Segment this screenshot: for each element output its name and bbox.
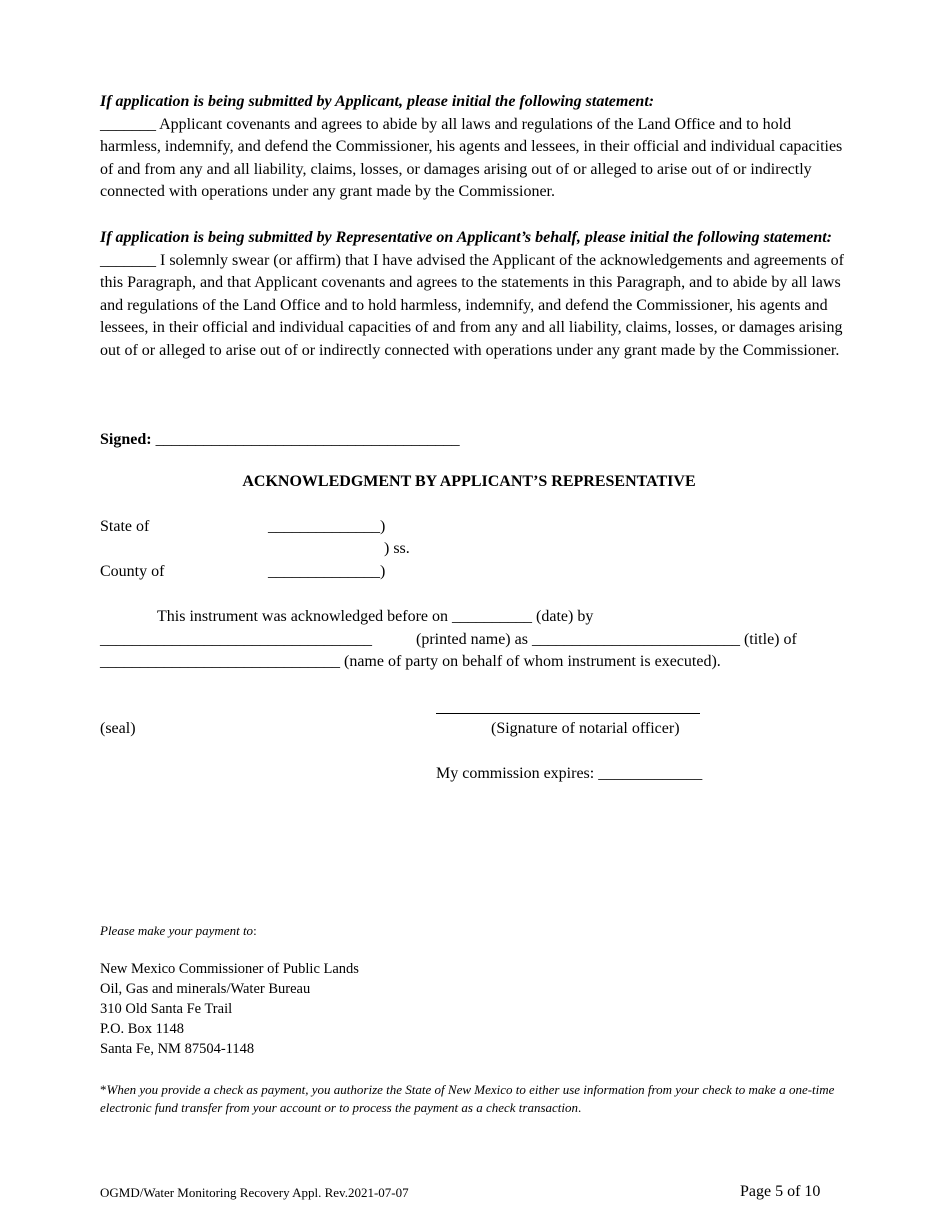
applicant-statement-heading: If application is being submitted by Applicant, please initial the following statement: — [100, 93, 655, 110]
signed-label: Signed: — [100, 431, 152, 448]
acknowledgment-title: ACKNOWLEDGMENT BY APPLICANT’S REPRESENTATIVE — [242, 473, 696, 490]
representative-statement-section — [100, 227, 845, 362]
representative-statement-heading: If application is being submitted by Representative on Applicant’s behalf, please initial the following statement: — [100, 229, 832, 246]
commission-expires: My commission expires: _____________ — [436, 765, 703, 782]
ss-marker: ) ss. — [384, 540, 410, 557]
payment-note: *When you provide a check as payment, you authorize the State of New Mexico to either use information from your check to make a one-time electronic fund transfer from your account or to process the payment as a check transaction. — [100, 1082, 835, 1115]
county-blank[interactable]: ______________) — [268, 563, 386, 580]
ack-line-2: (printed name) as __________________________ (title) of — [416, 631, 797, 648]
address-line: P.O. Box 1148 — [100, 1021, 185, 1037]
signed-line — [100, 429, 460, 451]
applicant-statement-section — [100, 91, 845, 204]
address-line: New Mexico Commissioner of Public Lands — [100, 961, 359, 977]
state-blank[interactable]: ______________) — [268, 518, 386, 535]
ack-line-3: ______________________________ (name of party on behalf of whom instrument is executed). — [100, 653, 721, 670]
footer-page-number: Page 5 of 10 — [740, 1183, 821, 1200]
ack-line-1: This instrument was acknowledged before on __________ (date) by — [157, 608, 594, 625]
address-line: Santa Fe, NM 87504-1148 — [100, 1041, 255, 1057]
applicant-statement-body — [100, 114, 845, 204]
payment-intro: Please make your payment to: — [100, 923, 257, 938]
representative-statement-text: I solemnly swear (or affirm) that I have advised the Applicant of the acknowledgements and agreements of this Paragraph, and that Applicant covenants and agrees to the statements in this Paragraph, and to abide by all laws and regulations of the Land Office and to hold harmless, indemnify, and defend the Commissioner, his agents and lessees, in their official and individual capacities of and from any and all liability, claims, losses, or damages arising out of or alleged to arise out of or indirectly connected with operations under any grant made by the Commissioner. — [100, 251, 844, 359]
county-label: County of — [100, 563, 165, 580]
applicant-statement-text: Applicant covenants and agrees to abide by all laws and regulations of the Land Office and to hold harmless, indemnify, and defend the Commissioner, his agents and lessees, in their official and individual capacities of and from any and all liability, claims, losses, or damages arising out of or alleged to arise out of or indirectly connected with operations under any grant made by the Commissioner. — [100, 115, 843, 200]
representative-statement-body — [100, 250, 845, 363]
state-label: State of — [100, 518, 150, 535]
address-line: 310 Old Santa Fe Trail — [100, 1001, 233, 1017]
footer-form-id: OGMD/Water Monitoring Recovery Appl. Rev.2021-07-07 — [100, 1185, 409, 1200]
representative-initial-blank[interactable]: _______ — [100, 251, 156, 269]
payment-address — [100, 959, 359, 1059]
signature-caption: (Signature of notarial officer) — [491, 720, 680, 737]
notary-signature-line[interactable] — [436, 713, 700, 714]
seal-label: (seal) — [100, 720, 136, 737]
signed-blank[interactable]: ______________________________________ — [155, 431, 460, 448]
printed-name-blank[interactable]: __________________________________ — [100, 631, 372, 648]
address-line: Oil, Gas and minerals/Water Bureau — [100, 981, 311, 997]
applicant-initial-blank[interactable]: _______ — [100, 115, 156, 133]
